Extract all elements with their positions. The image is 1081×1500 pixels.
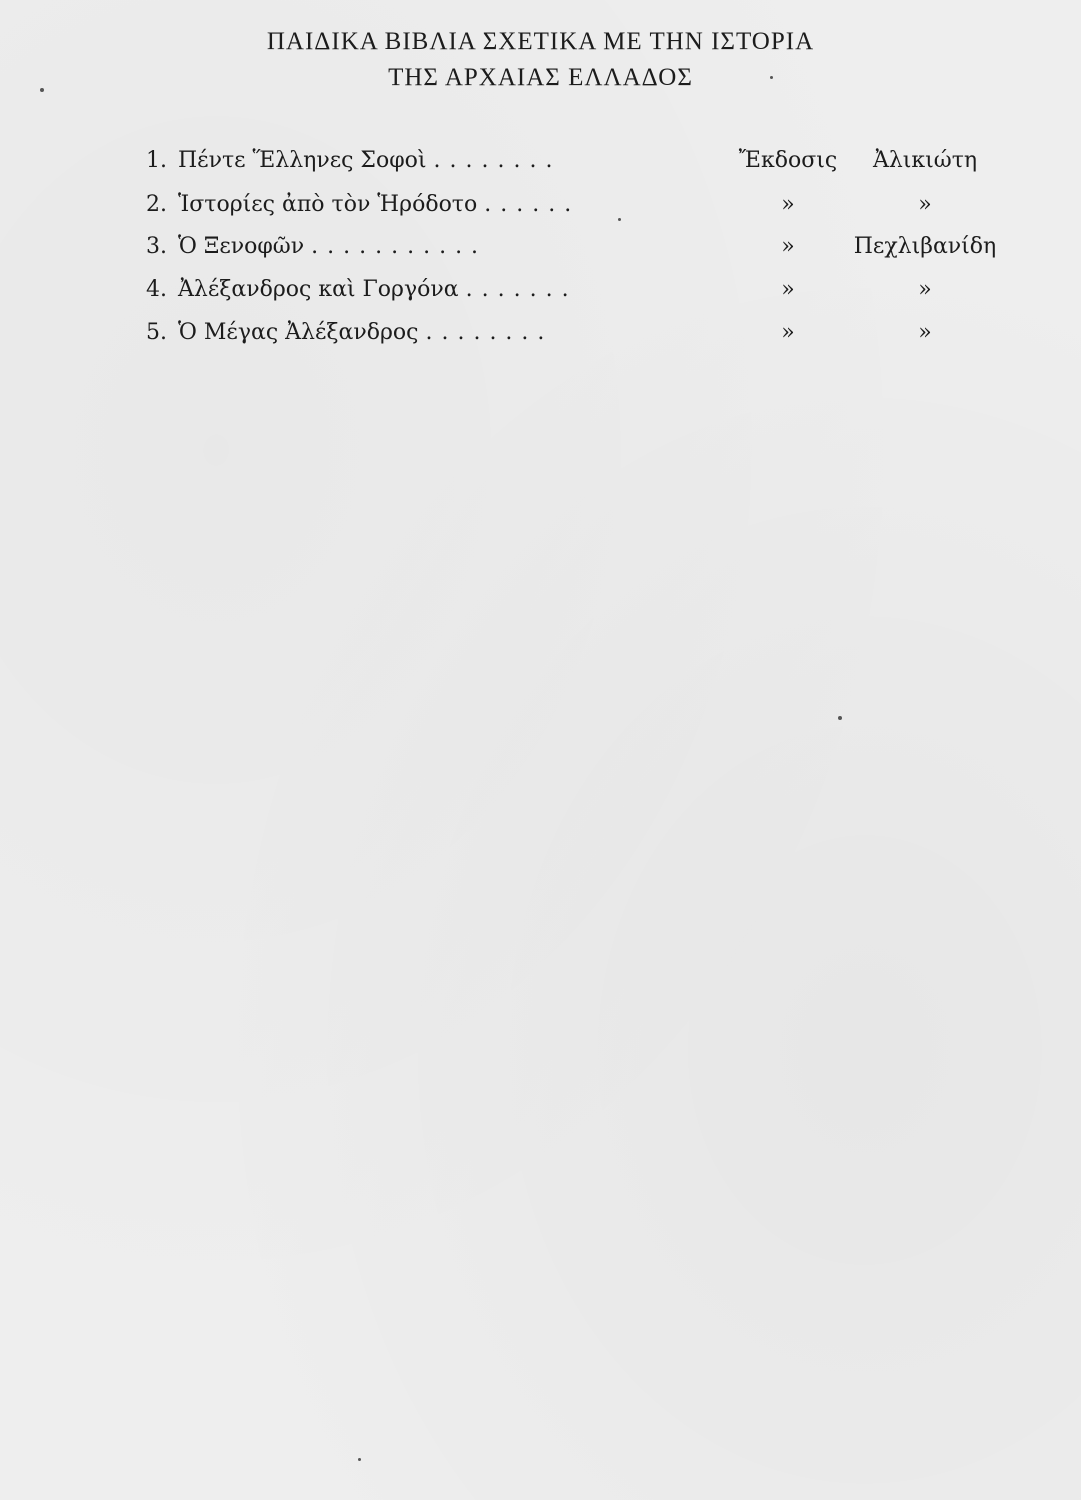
list-item — [0, 234, 1081, 268]
list-item — [0, 148, 1081, 182]
publisher-label: » — [781, 192, 795, 217]
book-title: Ἱστορίες ἀπὸ τὸν Ἡρόδοτο ...... — [178, 192, 581, 217]
page-title-line-1: ΠΑΙΔΙΚΑ ΒΙΒΛΙΑ ΣΧΕΤΙΚΑ ΜΕ ΤΗΝ ΙΣΤΟΡΙΑ — [266, 28, 815, 55]
list-item — [0, 192, 1081, 226]
item-number: 3. — [146, 234, 167, 259]
paper-speck — [358, 1458, 361, 1461]
publisher-label: » — [781, 234, 795, 259]
leader-dots: ...... — [484, 192, 581, 217]
item-number: 2. — [146, 192, 167, 217]
paper-speck — [40, 88, 44, 92]
book-title: Πέντε Ἕλληνες Σοφοὶ ........ — [178, 148, 562, 173]
leader-dots: ....... — [465, 277, 578, 302]
publisher-label: Ἔκδοσις — [738, 148, 838, 173]
book-title: Ὁ Ξενοφῶν ........... — [178, 234, 488, 259]
item-number: 1. — [146, 148, 167, 173]
list-item — [0, 320, 1081, 354]
publisher-name: » — [918, 320, 932, 345]
publisher-label: » — [781, 320, 795, 345]
list-item — [0, 277, 1081, 311]
publisher-name: » — [918, 277, 932, 302]
leader-dots: ........... — [311, 234, 488, 259]
item-number: 5. — [146, 320, 167, 345]
leader-dots: ........ — [433, 148, 562, 173]
book-title: Ἀλέξανδρος καὶ Γοργόνα ....... — [178, 277, 578, 302]
page-title-line-2: ΤΗΣ ΑΡΧΑΙΑΣ ΕΛΛΑΔΟΣ — [388, 64, 693, 91]
paper-speck — [770, 76, 773, 79]
book-title: Ὁ Μέγας Ἀλέξανδρος ........ — [178, 320, 554, 345]
paper-speck — [838, 716, 842, 720]
publisher-name: » — [918, 192, 932, 217]
publisher-label: » — [781, 277, 795, 302]
leader-dots: ........ — [425, 320, 554, 345]
paper-speck — [618, 218, 621, 221]
publisher-name: Ἀλικιώτη — [872, 148, 978, 173]
item-number: 4. — [146, 277, 167, 302]
publisher-name: Πεχλιβανίδη — [853, 234, 997, 259]
